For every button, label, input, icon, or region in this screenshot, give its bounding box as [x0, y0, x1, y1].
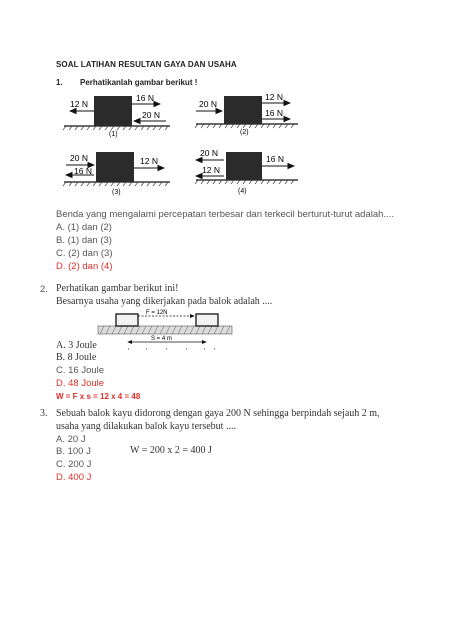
question-1-option-c: C. (2) dan (3): [56, 248, 113, 259]
figure-1: [63, 93, 170, 138]
distance-label: S = 4 m: [151, 336, 172, 342]
question-1-prompt: Perhatikanlah gambar berikut !: [80, 78, 198, 87]
figure-3-top-left: 20 N: [70, 153, 88, 163]
figure-1-top-right: 16 N: [136, 93, 154, 103]
question-1-text: Benda yang mengalami percepatan terbesar dan terkecil berturut-turut adalah....: [56, 209, 394, 220]
figure-1-bottom-right: 20 N: [142, 110, 160, 120]
question-3-option-c: C. 200 J: [56, 459, 92, 470]
force-label: F = 12N: [146, 310, 168, 316]
question-2-option-d: D. 48 Joule: [56, 378, 105, 389]
question-2-text: Besarnya usaha yang dikerjakan pada balok adalah ....: [56, 296, 273, 307]
figure-2-top-right: 12 N: [265, 92, 283, 102]
question-2-option-a: A. 3 Joule: [56, 340, 97, 351]
question-2-option-c: C. 16 Joule: [56, 365, 105, 376]
question-3-line-1: Sebuah balok kayu didorong dengan gaya 200 N sehingga berpindah sejauh 2 m,: [56, 408, 380, 419]
figure-4-right: 16 N: [266, 154, 284, 164]
question-3-option-a: A. 20 J: [56, 434, 86, 445]
figure-4: [195, 148, 298, 195]
question-2-prompt: Perhatikan gambar berikut ini!: [56, 283, 179, 294]
question-1-option-a: A. (1) dan (2): [56, 222, 112, 233]
figure-1-top-left: 12 N: [70, 99, 88, 109]
figure-3-bottom-left: 16 N: [74, 166, 92, 176]
figure-4-top-left: 20 N: [200, 148, 218, 158]
question-3-number: 3.: [40, 408, 48, 419]
figure-2-bottom-right: 16 N: [265, 108, 283, 118]
question-3-line-2: usaha yang dilakukan balok kayu tersebut ....: [56, 421, 236, 432]
question-1-option-d: D. (2) dan (4): [56, 261, 113, 272]
question-3-working: W = 200 x 2 = 400 J: [130, 445, 212, 456]
figure-3-label: (3): [112, 189, 121, 196]
question-2-option-b: B. 8 Joule: [56, 352, 97, 363]
figure-2-label: (2): [240, 129, 249, 136]
figure-2: [195, 92, 298, 136]
question-1-option-b: B. (1) dan (3): [56, 235, 112, 246]
figure-3-right: 12 N: [140, 156, 158, 166]
figure-3: [63, 152, 170, 196]
question-3-option-b: B. 100 J: [56, 446, 91, 457]
page-title: SOAL LATIHAN RESULTAN GAYA DAN USAHA: [56, 60, 237, 69]
question-2-working: W = F x s = 12 x 4 = 48: [56, 392, 141, 401]
question-2-number: 2.: [40, 284, 48, 295]
figure-2-left: 20 N: [199, 99, 217, 109]
question-1-number: 1.: [56, 78, 63, 87]
question-3-option-d: D. 400 J: [56, 472, 92, 483]
figure-1-label: (1): [109, 131, 118, 138]
question-2-figure: [96, 306, 236, 352]
figure-4-bottom-left: 12 N: [202, 165, 220, 175]
figure-4-label: (4): [238, 188, 247, 195]
question-1-figures: [0, 0, 474, 210]
